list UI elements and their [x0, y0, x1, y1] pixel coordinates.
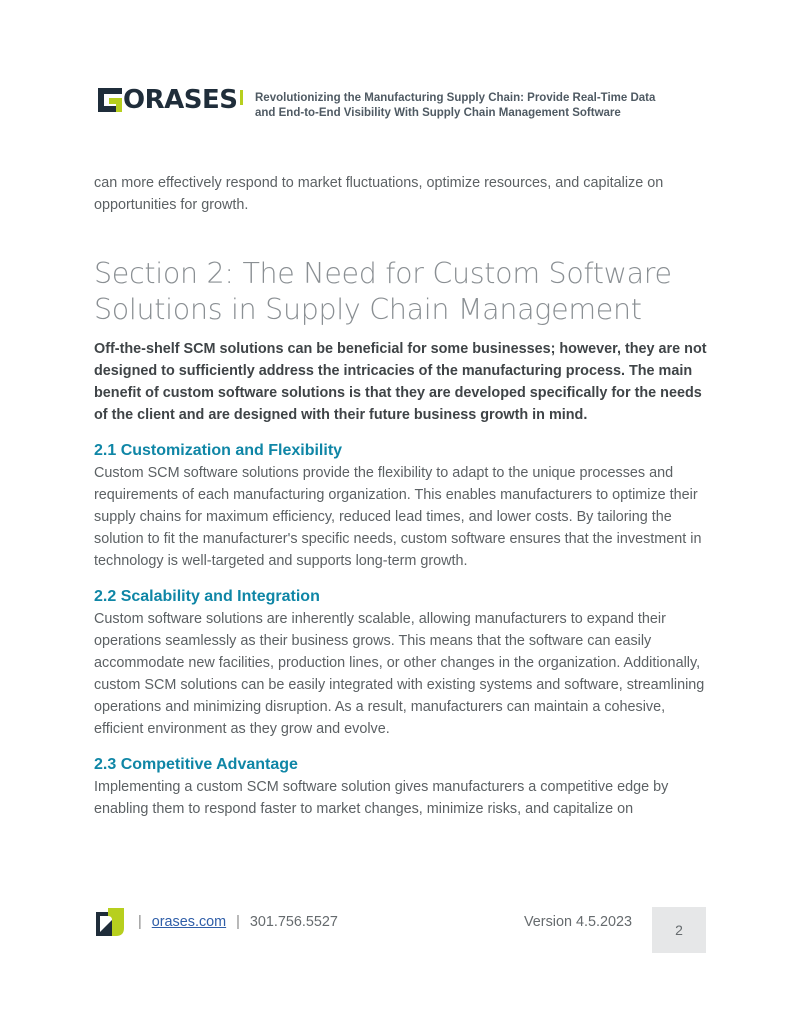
- orases-logo-mark-icon: [95, 88, 122, 112]
- footer-separator: |: [138, 914, 142, 930]
- footer-separator: |: [236, 914, 240, 930]
- subsection-body-2-2: Custom software solutions are inherently scalable, allowing manufacturers to expand their operations seamlessly as their business grows. This means that the software can easily accommodate new facilities, production lines, or other changes in the organization. Additionally, custom SCM solutions can be easily integrated with existing systems and software, streamlining operations and minimizing disruption. As a result, manufacturers can maintain a cohesive, efficient environment as they grow and evolve.: [94, 611, 705, 737]
- subsection-body-2-1: Custom SCM software solutions provide the flexibility to adapt to the unique processes and requirements of each manufacturing organization. This enables manufacturers to optimize their supply chains for maximum efficiency, reduced lead times, and lower costs. By tailoring the solution to fit the manufacturer's specific needs, custom software ensures that the investment in technology is well-targeted and supports long-term growth.: [94, 465, 702, 569]
- subsection-heading-2-1: 2.1 Customization and Flexibility: [94, 442, 343, 459]
- document-title: [255, 91, 715, 121]
- section-title-line2: Solutions in Supply Chain Management: [94, 293, 642, 326]
- page-number: 2: [675, 922, 683, 938]
- footer-contact: [138, 914, 338, 930]
- header-divider: [240, 90, 243, 105]
- subsection-body-2-3: Implementing a custom SCM software solution gives manufacturers a competitive edge by enabling them to respond faster to market changes, minimize risks, and capitalize on: [94, 779, 669, 817]
- page-number-box: [652, 907, 706, 953]
- section-title: [94, 256, 709, 328]
- footer-logo-icon: [96, 908, 124, 936]
- orases-logo: [95, 85, 238, 115]
- document-title-line2: and End-to-End Visibility With Supply Chain Management Software: [255, 107, 621, 119]
- subsection-heading-2-2: 2.2 Scalability and Integration: [94, 588, 320, 605]
- phone-number: 301.756.5527: [249, 914, 338, 930]
- subsection-heading-2-3: 2.3 Competitive Advantage: [94, 756, 298, 773]
- version-label: Version 4.5.2023: [524, 914, 633, 930]
- intro-paragraph: can more effectively respond to market fluctuations, optimize resources, and capitalize on opportunities for growth.: [94, 175, 664, 213]
- document-title-line1: Revolutionizing the Manufacturing Supply Chain: Provide Real-Time Data: [255, 92, 656, 104]
- page-content: [94, 172, 709, 820]
- page-header: [95, 85, 715, 128]
- website-link[interactable]: orases.com: [151, 914, 227, 930]
- section-title-line1: Section 2: The Need for Custom Software: [94, 257, 672, 290]
- section-lead: Off-the-shelf SCM solutions can be beneficial for some businesses; however, they are not designed to sufficiently address the intricacies of the manufacturing process. The main benefit of custom software solutions is that they are developed specifically for the needs of the client and are designed with their future business growth in mind.: [94, 341, 707, 423]
- logo-wordmark: ORASES: [123, 85, 238, 115]
